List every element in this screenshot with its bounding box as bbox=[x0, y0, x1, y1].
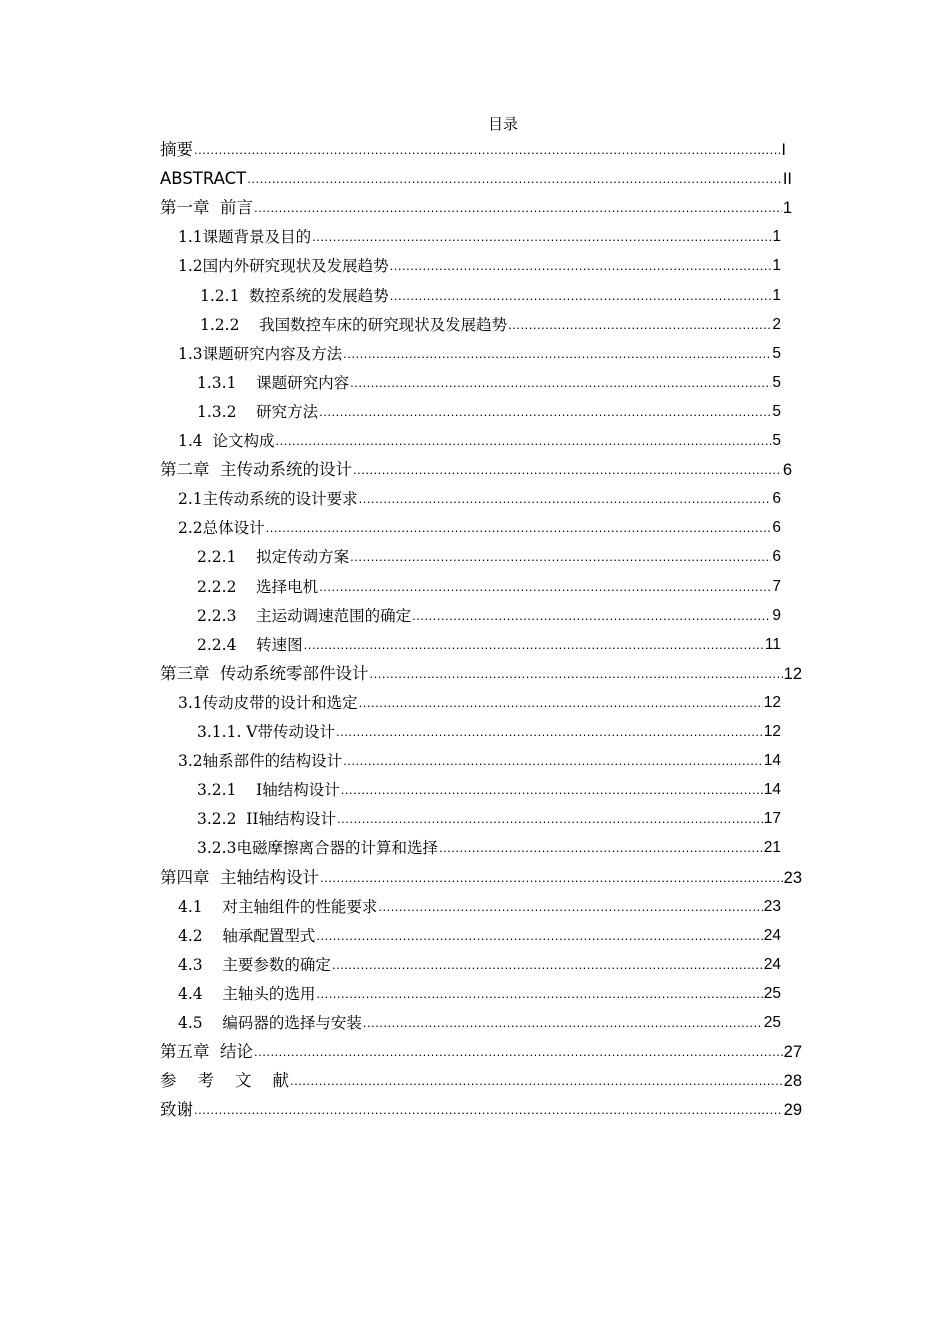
toc-section-entry[interactable] bbox=[197, 546, 781, 568]
dot-leader bbox=[390, 255, 772, 277]
toc-entry-label: 1.2.1 数控系统的发展趋势 bbox=[200, 287, 389, 305]
toc-entry-label: 1.1课题背景及目的 bbox=[178, 228, 312, 246]
dot-leader bbox=[194, 139, 780, 161]
dot-leader bbox=[412, 605, 771, 627]
toc-entry-page-number: II bbox=[782, 170, 792, 188]
toc-entry-page-number: 1 bbox=[782, 199, 792, 217]
toc-entry-label: 2.2.2 选择电机 bbox=[197, 578, 319, 596]
toc-entry-page-number: 12 bbox=[763, 694, 781, 711]
toc-entry-page-number: 5 bbox=[772, 403, 781, 420]
toc-section-entry[interactable] bbox=[178, 896, 781, 918]
toc-entry-page-number: 6 bbox=[772, 490, 781, 507]
toc-section-entry[interactable] bbox=[178, 430, 781, 452]
toc-entry-page-number: 5 bbox=[772, 374, 781, 391]
toc-entry-page-number: 28 bbox=[783, 1072, 802, 1090]
toc-entry-page-number: 1 bbox=[772, 257, 781, 274]
toc-entry-page-number: 6 bbox=[772, 519, 781, 536]
toc-section-entry[interactable] bbox=[178, 343, 781, 365]
toc-entry-page-number: 11 bbox=[764, 636, 781, 653]
toc-entry-page-number: 1 bbox=[772, 228, 781, 245]
toc-entry-label: 1.2.2 我国数控车床的研究现状及发展趋势 bbox=[200, 316, 508, 334]
toc-section-entry[interactable] bbox=[197, 605, 781, 627]
toc-section-entry[interactable] bbox=[197, 808, 781, 830]
toc-entry-label: 摘要 bbox=[160, 140, 193, 159]
dot-leader bbox=[316, 983, 762, 1005]
toc-entry-page-number: I bbox=[781, 141, 786, 159]
dot-leader bbox=[343, 343, 771, 365]
toc-entry-page-number: 25 bbox=[763, 1014, 781, 1031]
dot-leader bbox=[336, 721, 763, 743]
toc-entry-page-number: 5 bbox=[772, 345, 781, 362]
toc-section-entry[interactable] bbox=[178, 925, 781, 947]
toc-entry-page-number: 12 bbox=[763, 723, 781, 740]
toc-entry-label: 3.2.3电磁摩擦离合器的计算和选择 bbox=[197, 839, 438, 857]
toc-chapter-entry[interactable] bbox=[160, 1099, 802, 1121]
toc-entry-page-number: 7 bbox=[772, 578, 781, 595]
toc-entry-page-number: 23 bbox=[783, 869, 802, 887]
dot-leader bbox=[194, 1099, 783, 1121]
toc-section-entry[interactable] bbox=[197, 634, 781, 656]
toc-entry-page-number: 2 bbox=[772, 316, 781, 333]
toc-section-entry[interactable] bbox=[197, 721, 781, 743]
toc-section-entry[interactable] bbox=[178, 255, 781, 277]
toc-section-entry[interactable] bbox=[178, 488, 781, 510]
toc-chapter-entry[interactable] bbox=[160, 168, 792, 190]
dot-leader bbox=[266, 517, 772, 539]
dot-leader bbox=[247, 168, 782, 190]
toc-entry-label: 3.2轴系部件的结构设计 bbox=[178, 752, 343, 770]
toc-chapter-entry[interactable] bbox=[160, 663, 802, 685]
toc-section-entry[interactable] bbox=[197, 779, 781, 801]
toc-entry-label: 第一章 前言 bbox=[160, 198, 253, 217]
toc-section-entry[interactable] bbox=[178, 983, 781, 1005]
toc-entry-label: 1.3.2 研究方法 bbox=[197, 403, 319, 421]
toc-entry-label: 第四章 主轴结构设计 bbox=[160, 868, 319, 887]
toc-entry-label: 4.3 主要参数的确定 bbox=[178, 956, 331, 974]
toc-section-entry[interactable] bbox=[178, 1012, 781, 1034]
dot-leader bbox=[254, 197, 782, 219]
toc-entry-label: 1.3课题研究内容及方法 bbox=[178, 345, 343, 363]
toc-entry-label: 1.4 论文构成 bbox=[178, 432, 275, 450]
toc-entry-page-number: 5 bbox=[772, 432, 781, 449]
toc-chapter-entry[interactable] bbox=[160, 867, 802, 889]
dot-leader bbox=[320, 867, 783, 889]
dot-leader bbox=[312, 226, 771, 248]
toc-section-entry[interactable] bbox=[197, 837, 781, 859]
toc-entry-page-number: 6 bbox=[782, 461, 792, 479]
toc-entry-page-number: 17 bbox=[763, 810, 781, 827]
toc-section-entry[interactable] bbox=[197, 401, 781, 423]
dot-leader bbox=[378, 896, 762, 918]
toc-entry-label: 3.1.1. V带传动设计 bbox=[197, 723, 335, 741]
toc-entry-page-number: 27 bbox=[783, 1043, 802, 1061]
toc-entry-label: 参 考 文 献 bbox=[160, 1071, 289, 1090]
toc-entry-page-number: 29 bbox=[783, 1101, 802, 1119]
toc-entry-label: 2.1主传动系统的设计要求 bbox=[178, 490, 358, 508]
dot-leader bbox=[319, 401, 771, 423]
dot-leader bbox=[290, 1070, 783, 1092]
toc-entry-label: 1.3.1 课题研究内容 bbox=[197, 374, 350, 392]
toc-entry-page-number: 21 bbox=[763, 839, 781, 856]
toc-entry-label: 1.2国内外研究现状及发展趋势 bbox=[178, 257, 389, 275]
dot-leader bbox=[439, 837, 763, 859]
dot-leader bbox=[353, 459, 782, 481]
toc-entry-label: ABSTRACT bbox=[160, 169, 247, 188]
toc-section-entry[interactable] bbox=[178, 692, 781, 714]
toc-entry-page-number: 24 bbox=[763, 927, 781, 944]
dot-leader bbox=[341, 779, 763, 801]
toc-entry-label: 4.2 轴承配置型式 bbox=[178, 927, 316, 945]
toc-entry-page-number: 24 bbox=[763, 956, 781, 973]
toc-entry-label: 第三章 传动系统零部件设计 bbox=[160, 664, 369, 683]
dot-leader bbox=[350, 546, 771, 568]
toc-section-entry[interactable] bbox=[178, 517, 781, 539]
dot-leader bbox=[276, 430, 772, 452]
dot-leader bbox=[316, 925, 762, 947]
dot-leader bbox=[363, 1012, 763, 1034]
toc-section-entry[interactable] bbox=[197, 372, 781, 394]
dot-leader bbox=[319, 576, 771, 598]
toc-entry-label: 4.4 主轴头的选用 bbox=[178, 985, 316, 1003]
toc-entry-page-number: 14 bbox=[763, 781, 781, 798]
dot-leader bbox=[304, 634, 764, 656]
dot-leader bbox=[337, 808, 763, 830]
toc-entry-label: 致谢 bbox=[160, 1100, 193, 1119]
toc-section-entry[interactable] bbox=[178, 954, 781, 976]
page-title: 目录 bbox=[487, 115, 518, 133]
toc-entry-label: 4.1 对主轴组件的性能要求 bbox=[178, 898, 378, 916]
toc-entry-page-number: 6 bbox=[772, 548, 781, 565]
dot-leader bbox=[343, 750, 763, 772]
toc-section-entry[interactable] bbox=[178, 750, 781, 772]
toc-entry-page-number: 23 bbox=[763, 898, 781, 915]
dot-leader bbox=[370, 663, 783, 685]
toc-chapter-entry[interactable] bbox=[160, 1070, 802, 1092]
toc-chapter-entry[interactable] bbox=[160, 459, 792, 481]
toc-entry-page-number: 9 bbox=[772, 607, 781, 624]
dot-leader bbox=[508, 314, 771, 336]
toc-entry-label: 第五章 结论 bbox=[160, 1042, 253, 1061]
toc-section-entry[interactable] bbox=[178, 226, 781, 248]
dot-leader bbox=[350, 372, 771, 394]
toc-entry-page-number: 12 bbox=[783, 665, 802, 683]
toc-entry-page-number: 14 bbox=[763, 752, 781, 769]
toc-entry-page-number: 1 bbox=[772, 287, 781, 304]
dot-leader bbox=[390, 285, 772, 307]
toc-section-entry[interactable] bbox=[200, 285, 781, 307]
toc-chapter-entry[interactable] bbox=[160, 139, 786, 161]
toc-entry-label: 2.2.3 主运动调速范围的确定 bbox=[197, 607, 412, 625]
toc-entry-label: 3.2.1 I轴结构设计 bbox=[197, 781, 340, 799]
toc-entry-label: 2.2.1 拟定传动方案 bbox=[197, 548, 350, 566]
toc-section-entry[interactable] bbox=[197, 576, 781, 598]
toc-section-entry[interactable] bbox=[200, 314, 781, 336]
toc-entry-label: 4.5 编码器的选择与安装 bbox=[178, 1014, 362, 1032]
dot-leader bbox=[359, 692, 763, 714]
dot-leader bbox=[359, 488, 772, 510]
dot-leader bbox=[332, 954, 763, 976]
toc-entry-page-number: 25 bbox=[763, 985, 781, 1002]
toc-chapter-entry[interactable] bbox=[160, 1041, 802, 1063]
toc-entry-label: 3.1传动皮带的设计和选定 bbox=[178, 694, 358, 712]
toc-entry-label: 2.2总体设计 bbox=[178, 519, 265, 537]
dot-leader bbox=[254, 1041, 783, 1063]
toc-entry-label: 第二章 主传动系统的设计 bbox=[160, 460, 352, 479]
toc-entry-label: 2.2.4 转速图 bbox=[197, 636, 303, 654]
toc-chapter-entry[interactable] bbox=[160, 197, 792, 219]
toc-entry-label: 3.2.2 II轴结构设计 bbox=[197, 810, 337, 828]
